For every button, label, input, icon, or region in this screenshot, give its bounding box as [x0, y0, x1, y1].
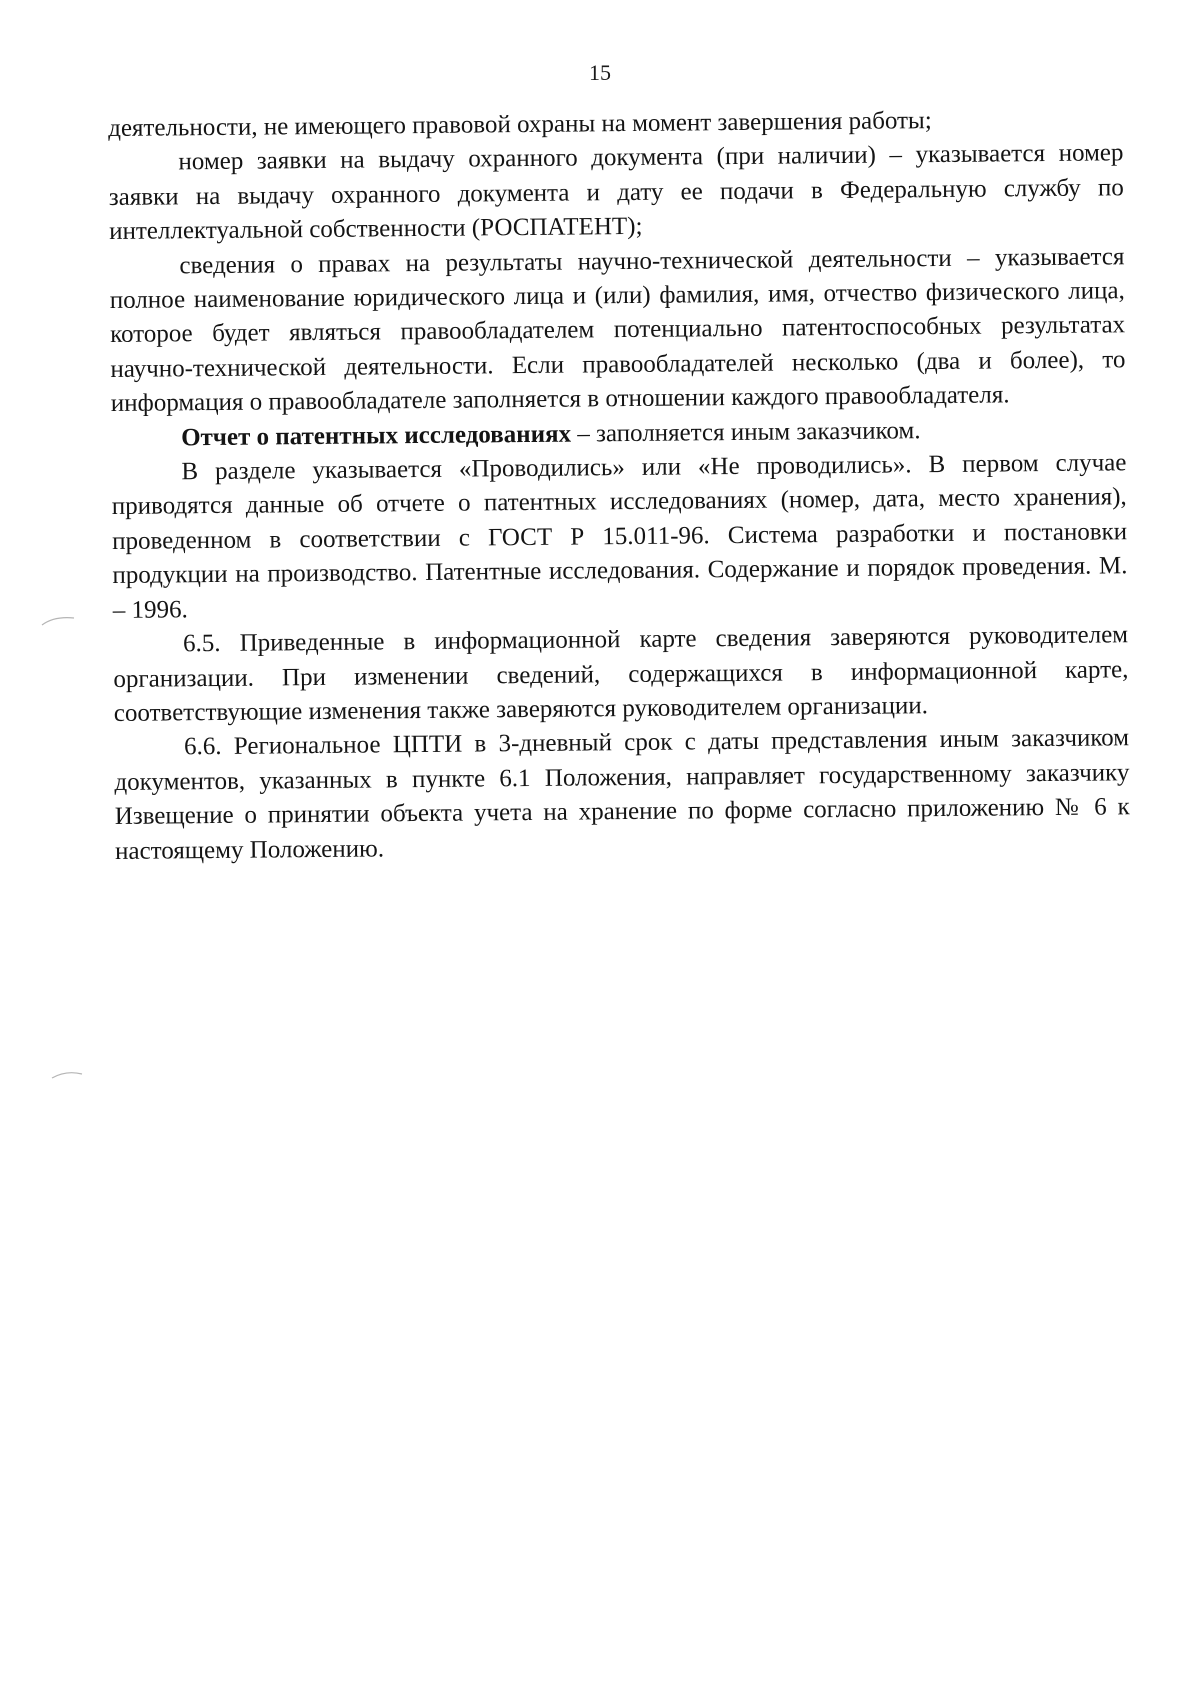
- paragraph-5: В разделе указывается «Проводились» или «Не проводились». В первом случае приводятся данные об отчете о патентных исследованиях (номер, дата, место хранения), проведенном в соответствии с ГОСТ Р 15.011-96. Система разработки и постановки продукции на производство. Патентные исследования. Содержание и порядок проведения. М. – 1996.: [111, 449, 1128, 624]
- scan-mark: [50, 1066, 90, 1082]
- document-body: [108, 102, 1130, 869]
- scan-mark: [40, 612, 80, 628]
- paragraph-2: номер заявки на выдачу охранного документа (при наличии) – указывается номер заявки на выдачу охранного документа и дату ее подачи в Федеральную службу по интеллектуальной собственности (РОСПАТЕНТ);: [108, 139, 1124, 246]
- paragraph-7: 6.6. Региональное ЦПТИ в 3-дневный срок с даты представления иным заказчиком документов, указанных в пункте 6.1 Положения, направляет государственному заказчику Извещение о принятии объекта учета на хранение по форме согласно приложению № 6 к настоящему Положению.: [114, 724, 1130, 865]
- paragraph-1: деятельности, не имеющего правовой охраны на момент завершения работы;: [108, 107, 932, 142]
- section-heading-note: – заполняется иным заказчиком.: [570, 416, 921, 448]
- paragraph-6: 6.5. Приведенные в информационной карте сведения заверяются руководителем организации. При изменении сведений, содержащихся в информационной карте, соответствующие изменения также заверяются руководителем организации.: [113, 621, 1129, 727]
- section-heading: Отчет о патентных исследованиях: [180, 420, 572, 451]
- paragraph-3: сведения о правах на результаты научно-технической деятельности – указывается полное наименование юридического лица и (или) фамилия, имя, отчество физического лица, которое будет являться правообладателем потенциально патентоспособных результатах научно-технической деятельности. Если правообладателей несколько (два и более), то информация о правообладателе заполняется в отношении каждого правообладателя.: [109, 242, 1126, 418]
- page-number: 15: [589, 60, 611, 85]
